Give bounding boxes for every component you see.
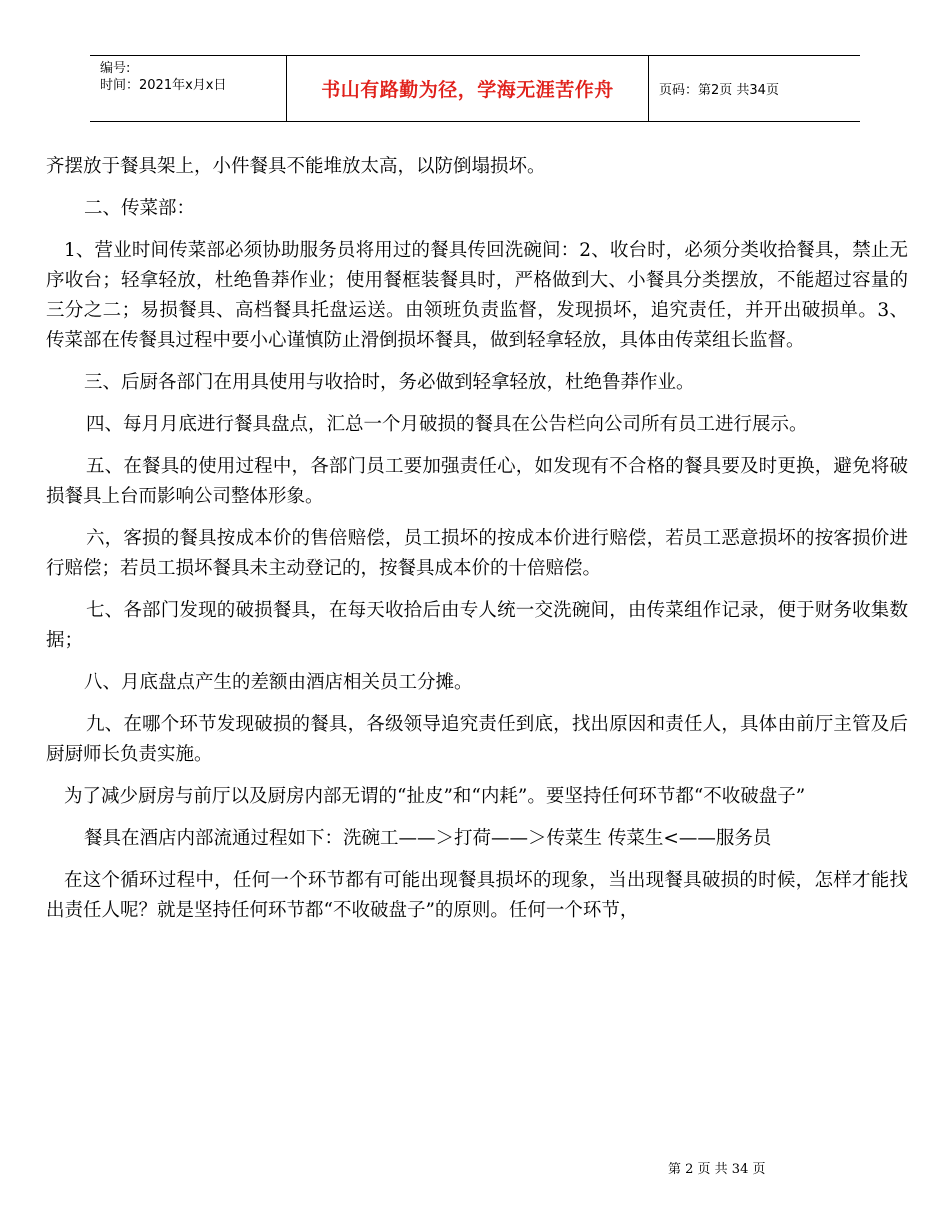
paragraph: 三、后厨各部门在用具使用与收拾时，务必做到轻拿轻放，杜绝鲁莽作业。 xyxy=(84,372,695,393)
paragraph: 1、营业时间传菜部必须协助服务员将用过的餐具传回洗碗间：2、收台时，必须分类收拾餐具，禁止无序收台；轻拿轻放，杜绝鲁莽作业；使用餐框装餐具时，严格做到大、小餐具分类摆放，不能超过容量的三分之二；易损餐具、高档餐具托盘运送。由领班负责监督，发现损坏，追究责任，并开出破损单。3、传菜部在传餐具过程中要小心谨慎防止滑倒损坏餐具，做到轻拿轻放，具体由传菜组长监督。 xyxy=(46,240,908,351)
paragraph: 八、月底盘点产生的差额由酒店相关员工分摊。 xyxy=(84,672,473,693)
paragraph: 齐摆放于餐具架上，小件餐具不能堆放太高，以防倒塌损坏。 xyxy=(46,156,546,177)
section-heading: 二、传菜部： xyxy=(84,198,196,219)
document-time-label: 时间：2021年x月x日 xyxy=(100,78,227,93)
header-table xyxy=(90,55,860,122)
document-number-label: 编号: xyxy=(100,61,131,76)
header-meta-cell xyxy=(90,56,287,121)
paragraph: 四、每月月底进行餐具盘点，汇总一个月破损的餐具在公告栏向公司所有员工进行展示。 xyxy=(86,414,808,435)
paragraph: 在这个循环过程中，任何一个环节都有可能出现餐具损坏的现象，当出现餐具破损的时候，怎样才能找出责任人呢？就是坚持任何环节都“不收破盘子”的原则。任何一个环节， xyxy=(46,870,908,921)
header-page-info: 页码：第2页 共34页 xyxy=(659,83,779,98)
flow-description: 餐具在酒店内部流通过程如下：洗碗工——＞打荷——＞传菜生 传菜生<——服务员 xyxy=(84,828,772,849)
paragraph: 为了减少厨房与前厅以及厨房内部无谓的“扯皮”和“内耗”。要坚持任何环节都“不收破盘子” xyxy=(64,786,806,807)
paragraph: 六，客损的餐具按成本价的售倍赔偿，员工损坏的按成本价进行赔偿，若员工恶意损坏的按客损价进行赔偿；若员工损坏餐具未主动登记的，按餐具成本价的十倍赔偿。 xyxy=(46,528,908,579)
page-footer: 第 2 页 共 34 页 xyxy=(668,1162,766,1177)
paragraph: 九、在哪个环节发现破损的餐具，各级领导追究责任到底，找出原因和责任人，具体由前厅主管及后厨厨师长负责实施。 xyxy=(46,714,908,765)
paragraph: 五、在餐具的使用过程中，各部门员工要加强责任心，如发现有不合格的餐具要及时更换，避免将破损餐具上台而影响公司整体形象。 xyxy=(46,456,908,507)
paragraph: 七、各部门发现的破损餐具，在每天收拾后由专人统一交洗碗间，由传菜组作记录，便于财务收集数据； xyxy=(46,600,908,651)
header-motto: 书山有路勤为径，学海无涯苦作舟 xyxy=(287,56,649,121)
document-body xyxy=(46,152,908,938)
